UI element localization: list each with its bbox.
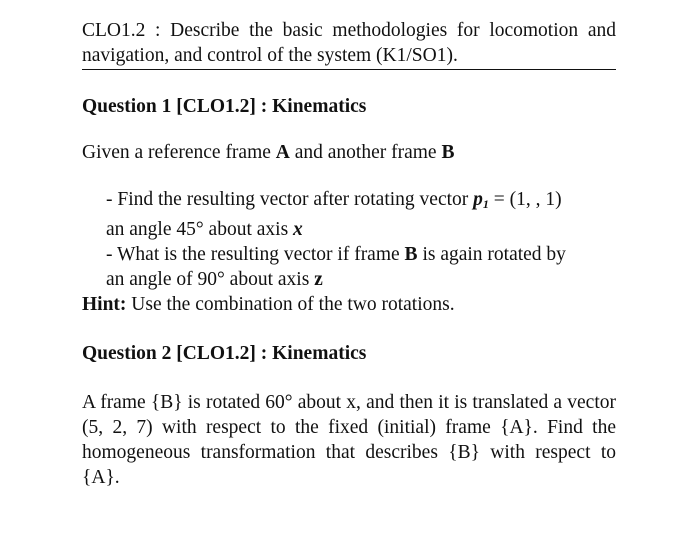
question-1-items xyxy=(82,187,616,292)
question-2-title: Question 2 [CLO1.2] : Kinematics xyxy=(82,343,367,364)
clo-header xyxy=(82,18,616,70)
frame-b-label: B xyxy=(441,142,455,163)
question-1-given xyxy=(82,140,616,165)
given-prefix: Given a reference frame xyxy=(82,142,276,163)
item-1-prefix: - Find the resulting vector after rotating vector xyxy=(106,189,474,210)
given-mid: and another frame xyxy=(289,142,442,163)
document-page xyxy=(82,18,616,490)
item-2-suffix: is again rotated by xyxy=(417,244,566,265)
item-1-axis: x xyxy=(293,219,303,240)
question-2-body: A frame {B} is rotated 60° about x, and then it is translated a vector (5, 2, 7) with respect to the fixed (initial) frame {A}. Find the homogeneous transformation that describes {B} with respect to {A}. xyxy=(82,392,616,488)
clo-text: CLO1.2 : Describe the basic methodologies for locomotion and navigation, and control of the system (K1/SO1). xyxy=(82,20,616,66)
frame-a-label: A xyxy=(275,142,290,163)
question-1-item-2 xyxy=(82,242,616,292)
item-2-frame: B xyxy=(404,244,418,265)
vector-p-subscript: 1 xyxy=(482,197,489,211)
item-2-prefix: - What is the resulting vector if frame xyxy=(106,244,405,265)
item-2-axis: z xyxy=(314,269,323,290)
question-1-item-1 xyxy=(82,187,616,242)
hint-label: Hint: xyxy=(82,294,127,315)
question-1-title: Question 1 [CLO1.2] : Kinematics xyxy=(82,96,367,117)
hint-text: Use the combination of the two rotations. xyxy=(126,294,455,315)
vector-p: p xyxy=(473,189,483,210)
item-2-line2: an angle of 90° about axis xyxy=(106,269,315,290)
question-1-hint xyxy=(82,292,616,317)
item-1-line2: an angle 45° about axis xyxy=(106,219,294,240)
item-1-value: = (1, , 1) xyxy=(488,189,562,210)
